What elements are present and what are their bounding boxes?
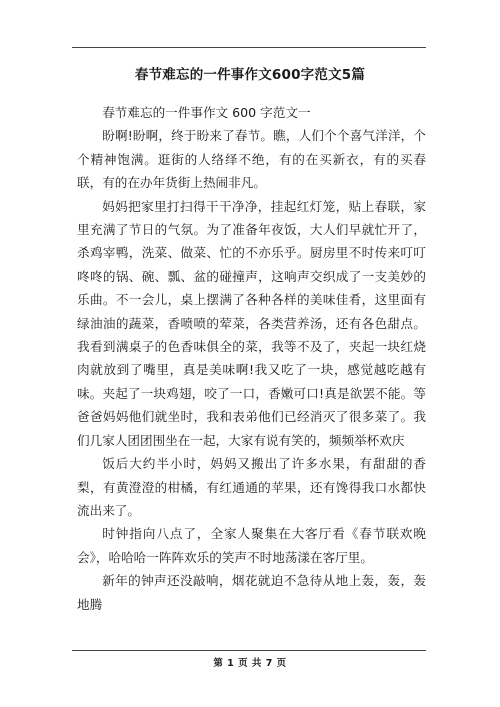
paragraph: 盼啊!盼啊，终于盼来了春节。瞧，人们个个喜气洋洋，个个精神饱满。逛街的人络绎不绝，有的在买新衣，有的买春联，有的在办年货街上热闹非凡。 bbox=[77, 128, 426, 191]
paragraph: 新年的钟声还没敲响，烟花就迫不急待从地上轰，轰，轰地腾 bbox=[77, 573, 426, 612]
header-rule bbox=[72, 47, 426, 48]
paragraph: 饭后大约半小时，妈妈又搬出了许多水果，有甜甜的香梨，有黄澄澄的柑橘，有红通通的苹果，还有馋得我口水都快流出来了。 bbox=[77, 456, 426, 518]
page-footer: 第 1 页 共 7 页 bbox=[213, 658, 287, 669]
paragraph: 时钟指向八点了，全家人聚集在大客厅看《春节联欢晚会》，哈哈哈一阵阵欢乐的笑声不时地荡漾在客厅里。 bbox=[77, 526, 426, 565]
page-title: 春节难忘的一件事作文600字范文5篇 bbox=[134, 67, 366, 83]
paragraph-subtitle: 春节难忘的一件事作文 600 字范文一 bbox=[102, 105, 311, 120]
document-body bbox=[77, 101, 426, 616]
paragraph: 妈妈把家里打扫得干干净净，挂起红灯笼，贴上春联，家里充满了节日的气氛。为了准备年夜饭，大人们早就忙开了，杀鸡宰鸭，洗菜、做菜、忙的不亦乐乎。厨房里不时传来叮叮咚咚的锅、碗、瓢、盆的碰撞声，这响声交织成了一支美妙的乐曲。不一会儿，桌上摆满了各种各样的美味佳肴，这里面有绿油油的蔬菜，香喷喷的荤菜，各类营养汤，还有各色甜点。我看到满桌子的色香味俱全的菜，我等不及了，夹起一块红烧肉就放到了嘴里，真是美味啊!我又吃了一块，感觉越吃越有味。夹起了一块鸡翅，咬了一口，香嫩可口!真是欲罢不能。等爸爸妈妈他们就坐时，我和表弟他们已经消灭了很多菜了。我们几家人团团围坐在一起，大家有说有笑的，频频举杯欢庆 bbox=[77, 198, 426, 448]
footer-rule bbox=[72, 650, 426, 651]
